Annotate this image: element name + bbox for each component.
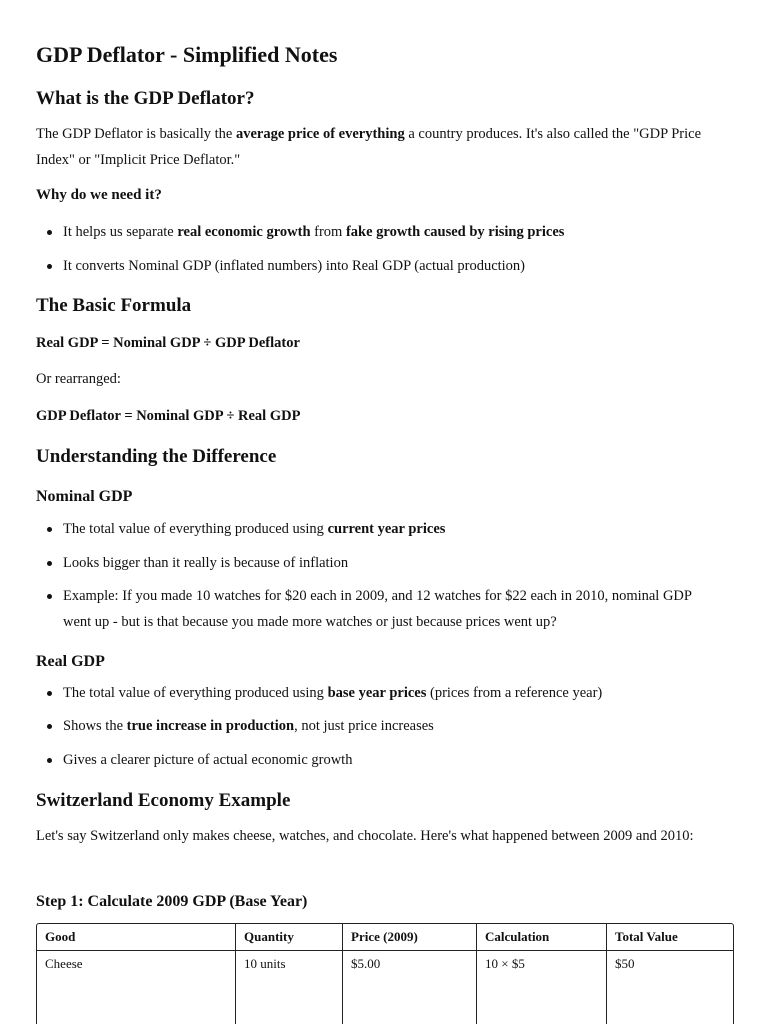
table-row (37, 951, 733, 978)
heading-step-1: Step 1: Calculate 2009 GDP (Base Year) (36, 893, 308, 910)
heading-basic-formula: The Basic Formula (36, 295, 192, 316)
cell-total-value: $50 (615, 956, 635, 971)
paragraph-definition: The GDP Deflator is basically the average price of everything a country produces. It's also called the "GDP Price Index" or "Implicit Price Deflator." (36, 126, 702, 168)
list-item: Example: If you made 10 watches for $20 each in 2009, and 12 watches for $22 each in 2010, nominal GDP went up - but is that because you made more watches or just because prices went up? (63, 583, 713, 635)
paragraph-rearranged: Or rearranged: (36, 371, 121, 387)
formula-gdp-deflator: GDP Deflator = Nominal GDP ÷ Real GDP (36, 408, 301, 424)
heading-real-gdp: Real GDP (36, 653, 105, 670)
heading-why-need: Why do we need it? (36, 187, 162, 203)
list-item: It helps us separate real economic growth from fake growth caused by rising prices (63, 219, 713, 245)
list-item: The total value of everything produced using current year prices (63, 516, 713, 542)
list-item: Shows the true increase in production, not just price increases (63, 713, 713, 739)
cell-quantity: 10 units (236, 951, 343, 978)
cell-price: $5.00 (343, 951, 477, 978)
column-header-calculation: Calculation (477, 924, 607, 951)
column-header-quantity: Quantity (236, 924, 343, 951)
gdp-2009-table (36, 923, 734, 1024)
table-header-row (37, 924, 733, 951)
list-item: The total value of everything produced using base year prices (prices from a reference year) (63, 680, 713, 706)
heading-what-is-deflator: What is the GDP Deflator? (36, 88, 255, 109)
cell-good: Cheese (37, 951, 236, 978)
formula-real-gdp: Real GDP = Nominal GDP ÷ GDP Deflator (36, 335, 300, 351)
cell-calculation: 10 × $5 (477, 951, 607, 978)
column-header-total-value: Total Value (607, 924, 734, 951)
paragraph-switzerland-intro: Let's say Switzerland only makes cheese, watches, and chocolate. Here's what happened between 2009 and 2010: (36, 828, 694, 844)
table-row-cutoff (37, 977, 733, 1024)
column-header-good: Good (37, 924, 236, 951)
list-item: Gives a clearer picture of actual economic growth (63, 747, 713, 773)
list-item: It converts Nominal GDP (inflated numbers) into Real GDP (actual production) (63, 253, 713, 279)
heading-understanding-difference: Understanding the Difference (36, 446, 277, 467)
heading-switzerland-example: Switzerland Economy Example (36, 790, 291, 811)
heading-nominal-gdp: Nominal GDP (36, 488, 133, 505)
list-item: Looks bigger than it really is because of inflation (63, 550, 713, 576)
page-title: GDP Deflator - Simplified Notes (36, 42, 338, 67)
column-header-price: Price (2009) (343, 924, 477, 951)
